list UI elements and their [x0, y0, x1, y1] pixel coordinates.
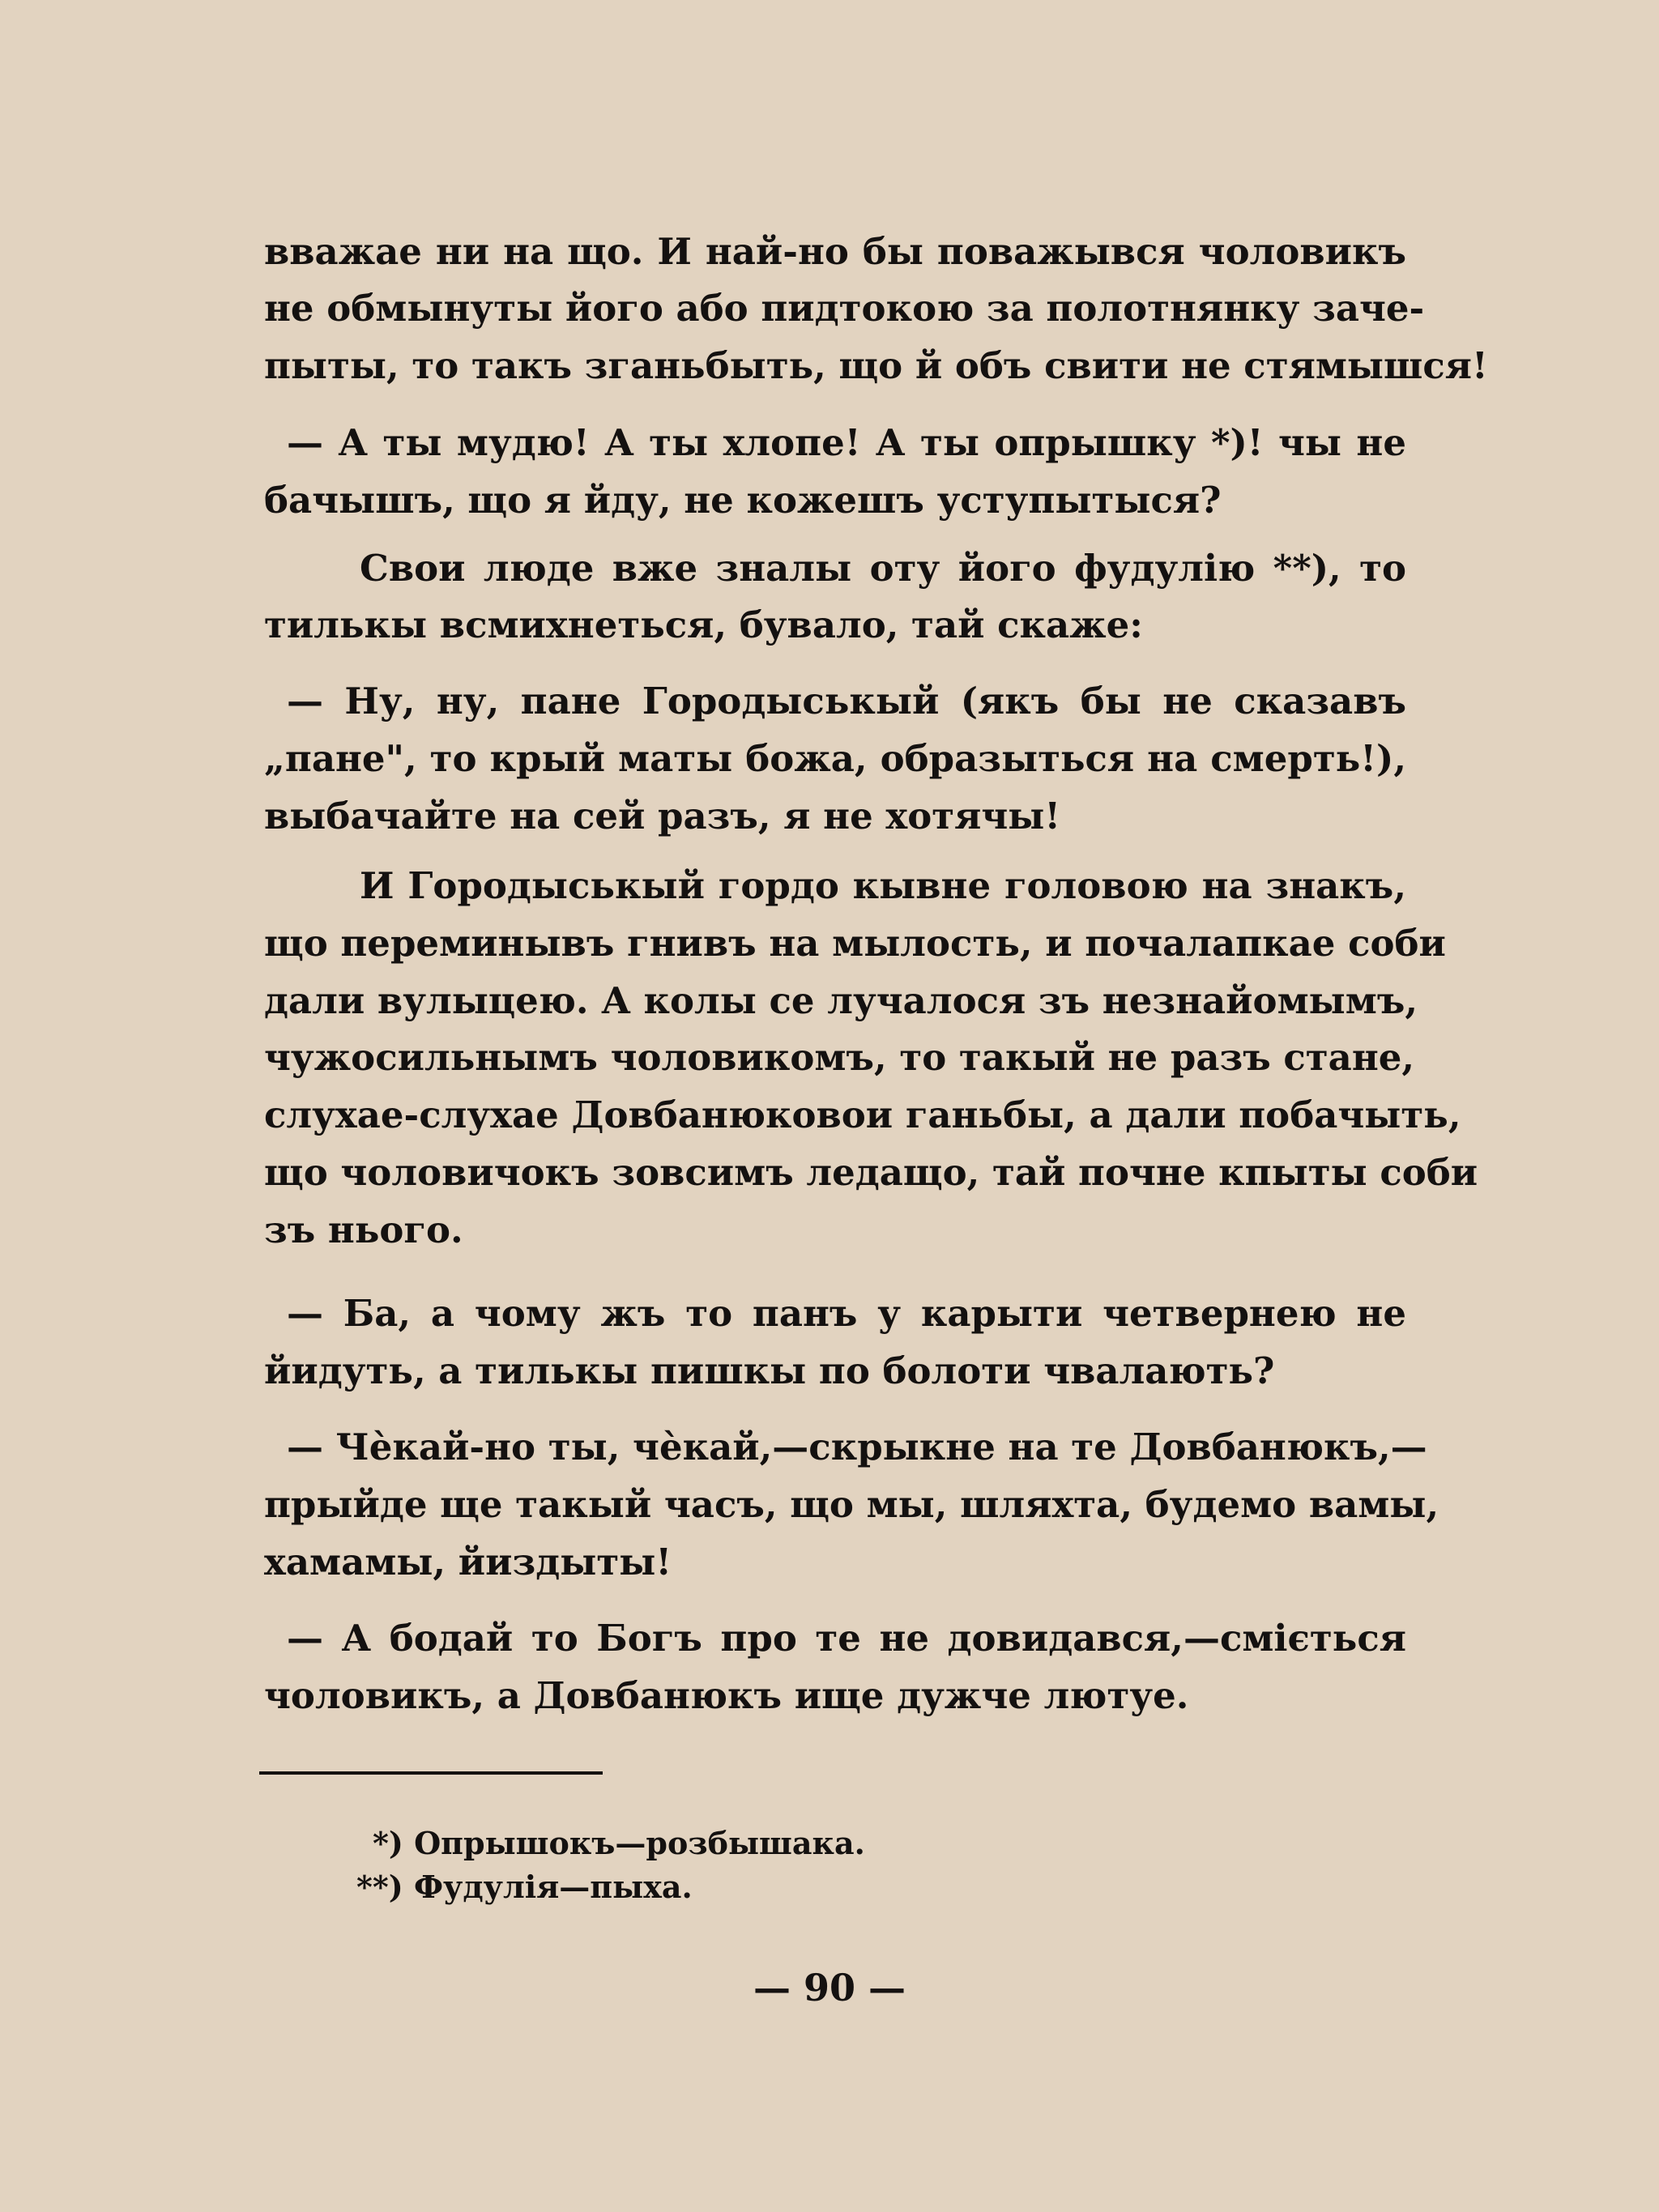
- text-line: чужосильнымъ чоловикомъ, то такый не разъ стане,: [264, 1036, 1415, 1079]
- text-line: И Городыськый гордо кывне головою на знакъ,: [360, 864, 1406, 907]
- footnote-divider: [259, 1771, 603, 1775]
- text-line: що чоловичокъ зовсимъ ледащо, тай почне кпыты соби: [264, 1151, 1478, 1194]
- text-line: чоловикъ, а Довбанюкъ ище дужче лютуе.: [264, 1674, 1189, 1717]
- text-line: бачышъ, що я йду, не кожешъ уступытыся?: [264, 479, 1222, 522]
- text-line: — Ба, а чому жъ то панъ у карыти четвернею не: [287, 1292, 1406, 1335]
- text-line: вважае ни на що. И най-но бы поважывся чоловикъ: [264, 230, 1406, 273]
- text-line: „пане", то крый маты божа, образыться на смерть!),: [264, 737, 1406, 780]
- text-line: — Чѐкай-но ты, чѐкай,—скрыкне на те Довбанюкъ,—: [287, 1426, 1427, 1468]
- text-line: слухае-слухае Довбанюковои ганьбы, а дали побачыть,: [264, 1093, 1461, 1136]
- page-number: — 90 —: [753, 1966, 906, 2010]
- text-line: йидуть, а тилькы пишкы по болоти чвалають?: [264, 1349, 1275, 1392]
- text-line: Свои люде вже зналы оту його фудулію **), то: [360, 547, 1406, 590]
- text-line: хамамы, йиздыты!: [264, 1541, 672, 1583]
- text-line: пыты, то такъ зганьбыть, що й объ свити не стямышся!: [264, 344, 1488, 387]
- text-line: тилькы всмихнеться, бувало, тай скаже:: [264, 603, 1143, 646]
- text-line: прыйде ще такый часъ, що мы, шляхта, будемо вамы,: [264, 1483, 1439, 1526]
- footnote: *) Опрышокъ—розбышака.: [373, 1825, 865, 1861]
- text-line: дали вулыцею. А колы се лучалося зъ незнайомымъ,: [264, 979, 1418, 1022]
- text-line: — А ты мудю! А ты хлопе! А ты опрышку *)! чы не: [287, 421, 1406, 464]
- text-line: що переминывъ гнивъ на мылость, и почалапкае соби: [264, 922, 1446, 965]
- text-line: — А бодай то Богъ про те не довидався,—сміється: [287, 1617, 1406, 1660]
- text-line: — Ну, ну, пане Городыськый (якъ бы не сказавъ: [287, 680, 1406, 722]
- text-line: не обмынуты його або пидтокою за полотнянку заче-: [264, 287, 1425, 330]
- text-line: зъ нього.: [264, 1208, 463, 1251]
- text-line: выбачайте на сей разъ, я не хотячы!: [264, 795, 1061, 837]
- footnote: **) Фудулія—пыха.: [356, 1869, 693, 1905]
